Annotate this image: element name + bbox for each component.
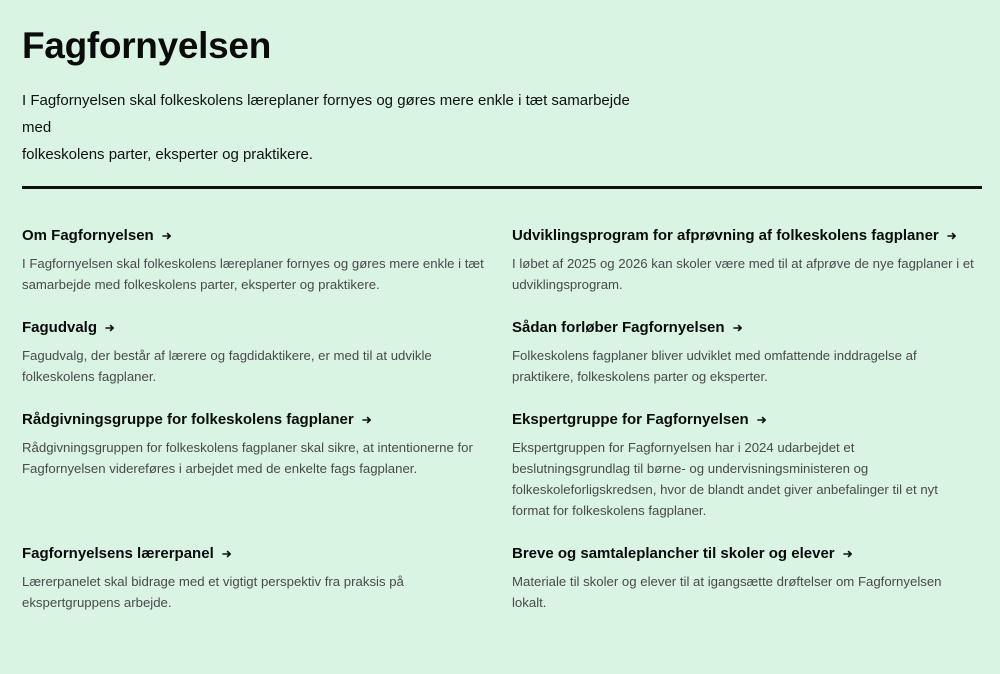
arrow-right-icon (757, 415, 767, 425)
card-title-link[interactable] (22, 544, 232, 564)
card-saadan-forloeber (512, 318, 982, 387)
page-intro (22, 87, 662, 168)
card-om-fagfornyelsen (22, 226, 492, 295)
arrow-right-icon (362, 415, 372, 425)
card-fagudvalg (22, 318, 492, 387)
section-divider (22, 186, 982, 189)
card-raadgivningsgruppe (22, 410, 492, 479)
page-intro-line-1: I Fagfornyelsen skal folkeskolens læreplaner fornyes og gøres mere enkle i tæt samarbejde med (22, 92, 630, 136)
card-description-line: Fagfornyelsen videreføres i arbejdet med de enkelte fags fagplaner. (22, 461, 418, 476)
card-description-line: udviklingsprogram. (512, 277, 623, 292)
arrow-right-icon (105, 323, 115, 333)
card-description (512, 571, 982, 613)
card-description (512, 345, 982, 387)
card-udviklingsprogram (512, 226, 982, 295)
card-description-line: ekspertgruppens arbejde. (22, 595, 172, 610)
card-title-label: Rådgivningsgruppe for folkeskolens fagplaner (22, 411, 354, 428)
arrow-right-icon (222, 549, 232, 559)
card-title-link[interactable] (22, 410, 372, 430)
arrow-right-icon (733, 323, 743, 333)
card-description (22, 437, 492, 479)
card-description-line: Materiale til skoler og elever til at igangsætte drøftelser om Fagfornyelsen (512, 574, 942, 589)
card-description (22, 571, 492, 613)
card-description (22, 253, 492, 295)
card-description-line: praktikere, folkeskolens parter og eksperter. (512, 369, 768, 384)
card-title-label: Fagfornyelsens lærerpanel (22, 545, 214, 562)
arrow-right-icon (843, 549, 853, 559)
card-description (512, 253, 982, 295)
card-title-link[interactable] (512, 318, 743, 338)
card-description-line: I løbet af 2025 og 2026 kan skoler være med til at afprøve de nye fagplaner i et (512, 256, 974, 271)
card-description-line: I Fagfornyelsen skal folkeskolens læreplaner fornyes og gøres mere enkle i tæt (22, 256, 484, 271)
card-description-line: beslutningsgrundlag til børne- og undervisningsministeren og (512, 461, 869, 476)
card-description-line: Rådgivningsgruppen for folkeskolens fagplaner skal sikre, at intentionerne for (22, 440, 473, 455)
card-description (22, 345, 492, 387)
card-title-label: Udviklingsprogram for afprøvning af folkeskolens fagplaner (512, 227, 939, 244)
card-title-label: Ekspertgruppe for Fagfornyelsen (512, 411, 749, 428)
page-intro-line-2: folkeskolens parter, eksperter og praktikere. (22, 146, 313, 163)
card-description (512, 437, 982, 521)
card-title-label: Fagudvalg (22, 319, 98, 336)
card-description-line: Fagudvalg, der består af lærere og fagdidaktikere, er med til at udvikle (22, 348, 432, 363)
card-title-link[interactable] (512, 410, 767, 430)
card-description-line: Lærerpanelet skal bidrage med et vigtigt perspektiv fra praksis på (22, 574, 404, 589)
card-title-link[interactable] (22, 226, 172, 246)
card-description-line: Folkeskolens fagplaner bliver udviklet med omfattende inddragelse af (512, 348, 917, 363)
card-description-line: samarbejde med folkeskolens parter, eksperter og praktikere. (22, 277, 380, 292)
card-description-line: lokalt. (512, 595, 547, 610)
card-title-link[interactable] (512, 226, 957, 246)
arrow-right-icon (947, 231, 957, 241)
card-title-link[interactable] (22, 318, 115, 338)
card-description-line: folkeskoleforligskredsen, hvor de blandt andet giver anbefalinger til et nyt (512, 482, 938, 497)
page-title: Fagfornyelsen (22, 25, 271, 66)
arrow-right-icon (162, 231, 172, 241)
card-laererpanel (22, 544, 492, 613)
card-title-link[interactable] (512, 544, 853, 564)
card-description-line: folkeskolens fagplaner. (22, 369, 157, 384)
card-title-label: Om Fagfornyelsen (22, 227, 154, 244)
card-description-line: Ekspertgruppen for Fagfornyelsen har i 2024 udarbejdet et (512, 440, 855, 455)
card-description-line: format for folkeskolens fagplaner. (512, 503, 707, 518)
card-ekspertgruppe (512, 410, 982, 521)
card-title-label: Sådan forløber Fagfornyelsen (512, 319, 725, 336)
card-breve-og-samtaleplancher (512, 544, 982, 613)
card-title-label: Breve og samtaleplancher til skoler og elever (512, 545, 835, 562)
